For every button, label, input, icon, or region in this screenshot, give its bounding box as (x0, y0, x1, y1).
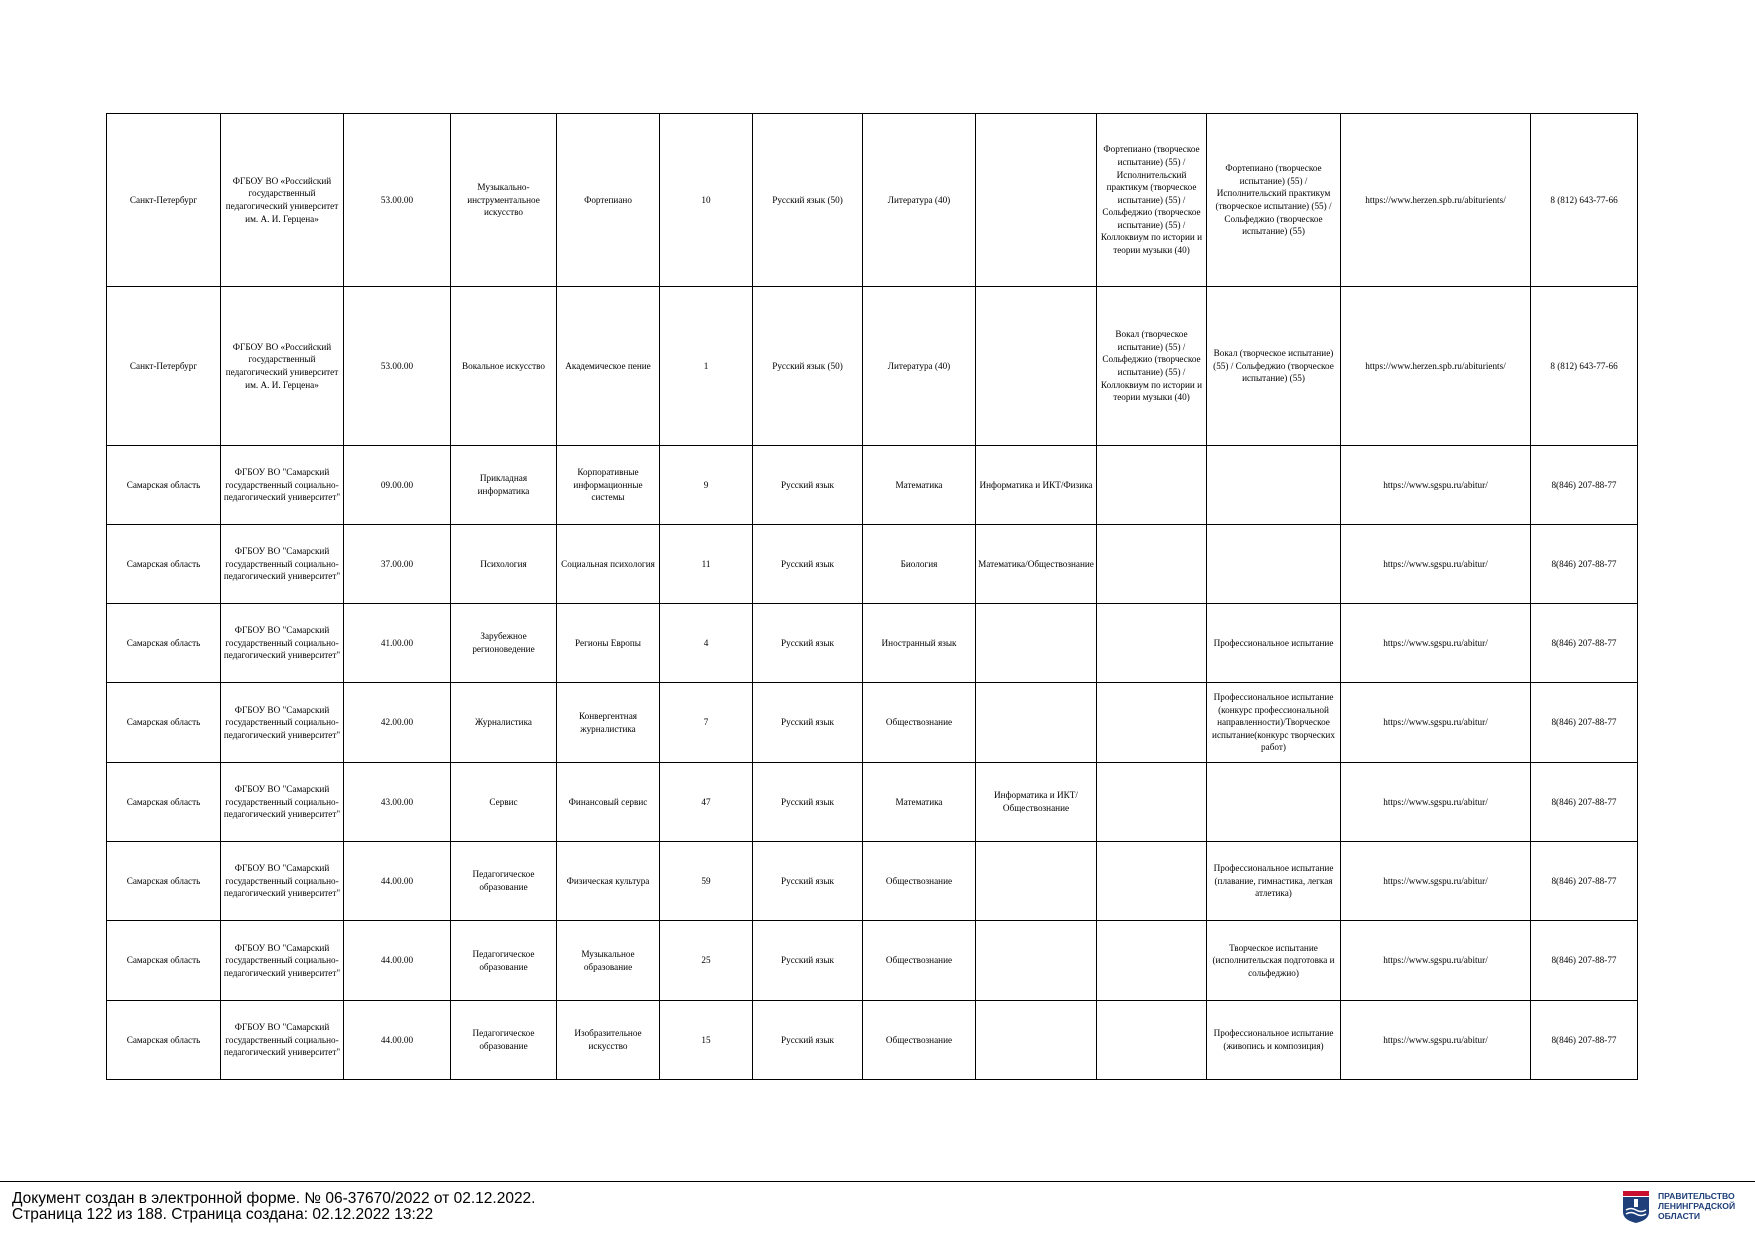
cell-exam-2: Биология (863, 525, 976, 604)
cell-profile: Социальная психология (557, 525, 660, 604)
cell-website[interactable]: https://www.sgspu.ru/abitur/ (1341, 525, 1531, 604)
cell-places: 25 (660, 921, 753, 1001)
cell-direction: Журналистика (451, 683, 557, 763)
cell-code: 44.00.00 (344, 1001, 451, 1080)
cell-university: ФГБОУ ВО «Российский государственный педагогический университет им. А. И. Герцена» (221, 114, 344, 287)
cell-places: 15 (660, 1001, 753, 1080)
cell-additional-exams: Профессиональное испытание (конкурс профессиональной направленности)/Творческое испытание(конкурс творческих работ) (1207, 683, 1341, 763)
cell-creative-exams (1097, 525, 1207, 604)
table-row (107, 921, 1638, 1001)
cell-region: Самарская область (107, 921, 221, 1001)
cell-exam-2: Обществознание (863, 683, 976, 763)
footer-page-info: Страница 122 из 188. Страница создана: 02.12.2022 13:22 (12, 1206, 434, 1223)
cell-region: Самарская область (107, 763, 221, 842)
cell-exam-1: Русский язык (753, 842, 863, 921)
cell-creative-exams (1097, 1001, 1207, 1080)
cell-direction: Сервис (451, 763, 557, 842)
cell-additional-exams: Профессиональное испытание (живопись и композиция) (1207, 1001, 1341, 1080)
cell-website[interactable]: https://www.sgspu.ru/abitur/ (1341, 1001, 1531, 1080)
cell-phone: 8(846) 207-88-77 (1531, 446, 1638, 525)
cell-direction: Педагогическое образование (451, 921, 557, 1001)
cell-exam-1: Русский язык (50) (753, 287, 863, 446)
cell-additional-exams (1207, 763, 1341, 842)
cell-direction: Педагогическое образование (451, 1001, 557, 1080)
cell-exam-2: Литература (40) (863, 287, 976, 446)
table-row (107, 525, 1638, 604)
cell-places: 47 (660, 763, 753, 842)
cell-code: 41.00.00 (344, 604, 451, 683)
cell-website[interactable]: https://www.sgspu.ru/abitur/ (1341, 604, 1531, 683)
cell-exam-2: Литература (40) (863, 114, 976, 287)
cell-creative-exams (1097, 683, 1207, 763)
cell-exam-3 (976, 683, 1097, 763)
cell-university: ФГБОУ ВО "Самарский государственный социально-педагогический университет" (221, 763, 344, 842)
cell-region: Санкт-Петербург (107, 114, 221, 287)
cell-website[interactable]: https://www.sgspu.ru/abitur/ (1341, 763, 1531, 842)
cell-region: Самарская область (107, 683, 221, 763)
cell-code: 44.00.00 (344, 842, 451, 921)
cell-profile: Физическая культура (557, 842, 660, 921)
cell-exam-1: Русский язык (50) (753, 114, 863, 287)
cell-region: Самарская область (107, 842, 221, 921)
cell-university: ФГБОУ ВО "Самарский государственный социально-педагогический университет" (221, 921, 344, 1001)
cell-creative-exams (1097, 842, 1207, 921)
cell-exam-1: Русский язык (753, 683, 863, 763)
cell-direction: Зарубежное регионоведение (451, 604, 557, 683)
cell-code: 37.00.00 (344, 525, 451, 604)
cell-exam-3 (976, 114, 1097, 287)
cell-creative-exams: Фортепиано (творческое испытание) (55) / Исполнительский практикум (творческое испытание) (55) / Сольфеджио (творческое испытание) (55) / Коллоквиум по истории и теории музыки (40) (1097, 114, 1207, 287)
cell-exam-3 (976, 287, 1097, 446)
cell-profile: Изобразительное искусство (557, 1001, 660, 1080)
cell-places: 59 (660, 842, 753, 921)
table-row (107, 287, 1638, 446)
table-row (107, 683, 1638, 763)
cell-website[interactable]: https://www.sgspu.ru/abitur/ (1341, 842, 1531, 921)
cell-phone: 8(846) 207-88-77 (1531, 604, 1638, 683)
cell-region: Самарская область (107, 446, 221, 525)
cell-region: Самарская область (107, 525, 221, 604)
cell-exam-1: Русский язык (753, 446, 863, 525)
cell-code: 09.00.00 (344, 446, 451, 525)
cell-profile: Академическое пение (557, 287, 660, 446)
table-row (107, 114, 1638, 287)
admissions-table (106, 113, 1638, 1080)
cell-direction: Педагогическое образование (451, 842, 557, 921)
cell-direction: Музыкально-инструментальное искусство (451, 114, 557, 287)
cell-creative-exams (1097, 604, 1207, 683)
cell-exam-3: Информатика и ИКТ/Обществознание (976, 763, 1097, 842)
cell-phone: 8(846) 207-88-77 (1531, 763, 1638, 842)
cell-exam-3 (976, 921, 1097, 1001)
cell-exam-1: Русский язык (753, 1001, 863, 1080)
cell-phone: 8 (812) 643-77-66 (1531, 114, 1638, 287)
cell-places: 4 (660, 604, 753, 683)
cell-phone: 8(846) 207-88-77 (1531, 842, 1638, 921)
cell-direction: Прикладная информатика (451, 446, 557, 525)
cell-phone: 8(846) 207-88-77 (1531, 921, 1638, 1001)
cell-profile: Корпоративные информационные системы (557, 446, 660, 525)
cell-exam-2: Математика (863, 446, 976, 525)
cell-profile: Финансовый сервис (557, 763, 660, 842)
cell-exam-2: Иностранный язык (863, 604, 976, 683)
cell-creative-exams (1097, 763, 1207, 842)
footer-divider (0, 1181, 1755, 1182)
cell-website[interactable]: https://www.sgspu.ru/abitur/ (1341, 921, 1531, 1001)
cell-additional-exams: Вокал (творческое испытание) (55) / Сольфеджио (творческое испытание) (55) (1207, 287, 1341, 446)
table-row (107, 763, 1638, 842)
cell-creative-exams (1097, 921, 1207, 1001)
cell-profile: Музыкальное образование (557, 921, 660, 1001)
cell-places: 1 (660, 287, 753, 446)
cell-region: Самарская область (107, 1001, 221, 1080)
cell-additional-exams (1207, 525, 1341, 604)
cell-exam-2: Математика (863, 763, 976, 842)
table-row (107, 604, 1638, 683)
cell-exam-1: Русский язык (753, 763, 863, 842)
cell-additional-exams (1207, 446, 1341, 525)
cell-direction: Психология (451, 525, 557, 604)
cell-places: 9 (660, 446, 753, 525)
cell-direction: Вокальное искусство (451, 287, 557, 446)
cell-profile: Фортепиано (557, 114, 660, 287)
cell-website[interactable]: https://www.herzen.spb.ru/abiturients/ (1341, 287, 1531, 446)
table-row (107, 842, 1638, 921)
cell-exam-3 (976, 604, 1097, 683)
cell-website[interactable]: https://www.sgspu.ru/abitur/ (1341, 683, 1531, 763)
logo-text-line: ПРАВИТЕЛЬСТВО (1658, 1191, 1735, 1201)
cell-places: 7 (660, 683, 753, 763)
cell-code: 43.00.00 (344, 763, 451, 842)
cell-additional-exams: Фортепиано (творческое испытание) (55) / Исполнительский практикум (творческое испытание) (55) / Сольфеджио (творческое испытание) (55) (1207, 114, 1341, 287)
cell-exam-1: Русский язык (753, 604, 863, 683)
cell-exam-3: Математика/Обществознание (976, 525, 1097, 604)
cell-profile: Регионы Европы (557, 604, 660, 683)
table-row (107, 1001, 1638, 1080)
cell-exam-2: Обществознание (863, 921, 976, 1001)
cell-university: ФГБОУ ВО "Самарский государственный социально-педагогический университет" (221, 525, 344, 604)
cell-exam-2: Обществознание (863, 842, 976, 921)
cell-places: 11 (660, 525, 753, 604)
cell-code: 44.00.00 (344, 921, 451, 1001)
cell-exam-1: Русский язык (753, 525, 863, 604)
cell-code: 53.00.00 (344, 287, 451, 446)
cell-phone: 8 (812) 643-77-66 (1531, 287, 1638, 446)
logo-text (1658, 1191, 1735, 1221)
cell-region: Самарская область (107, 604, 221, 683)
cell-creative-exams (1097, 446, 1207, 525)
cell-exam-3 (976, 842, 1097, 921)
logo-text-line: ЛЕНИНГРАДСКОЙ (1658, 1201, 1736, 1211)
cell-creative-exams: Вокал (творческое испытание) (55) / Сольфеджио (творческое испытание) (55) / Коллоквиум по истории и теории музыки (40) (1097, 287, 1207, 446)
cell-phone: 8(846) 207-88-77 (1531, 683, 1638, 763)
cell-exam-3 (976, 1001, 1097, 1080)
cell-exam-3: Информатика и ИКТ/Физика (976, 446, 1097, 525)
cell-university: ФГБОУ ВО "Самарский государственный социально-педагогический университет" (221, 842, 344, 921)
leningrad-region-emblem-icon (1622, 1190, 1652, 1224)
cell-places: 10 (660, 114, 753, 287)
footer-document-info: Документ создан в электронной форме. № 06-37670/2022 от 02.12.2022. (12, 1190, 536, 1207)
logo-text-line: ОБЛАСТИ (1658, 1211, 1701, 1221)
cell-additional-exams: Творческое испытание (исполнительская подготовка и сольфеджио) (1207, 921, 1341, 1001)
cell-university: ФГБОУ ВО "Самарский государственный социально-педагогический университет" (221, 446, 344, 525)
cell-university: ФГБОУ ВО "Самарский государственный социально-педагогический университет" (221, 1001, 344, 1080)
cell-university: ФГБОУ ВО "Самарский государственный социально-педагогический университет" (221, 683, 344, 763)
cell-additional-exams: Профессиональное испытание (1207, 604, 1341, 683)
cell-website[interactable]: https://www.sgspu.ru/abitur/ (1341, 446, 1531, 525)
cell-phone: 8(846) 207-88-77 (1531, 1001, 1638, 1080)
cell-exam-2: Обществознание (863, 1001, 976, 1080)
admissions-table-container (106, 113, 1638, 1080)
cell-website[interactable]: https://www.herzen.spb.ru/abiturients/ (1341, 114, 1531, 287)
cell-region: Санкт-Петербург (107, 287, 221, 446)
table-row (107, 446, 1638, 525)
cell-phone: 8(846) 207-88-77 (1531, 525, 1638, 604)
cell-university: ФГБОУ ВО "Самарский государственный социально-педагогический университет" (221, 604, 344, 683)
cell-code: 53.00.00 (344, 114, 451, 287)
cell-additional-exams: Профессиональное испытание (плавание, гимнастика, легкая атлетика) (1207, 842, 1341, 921)
government-logo (1622, 1190, 1744, 1224)
cell-university: ФГБОУ ВО «Российский государственный педагогический университет им. А. И. Герцена» (221, 287, 344, 446)
cell-exam-1: Русский язык (753, 921, 863, 1001)
cell-code: 42.00.00 (344, 683, 451, 763)
cell-profile: Конвергентная журналистика (557, 683, 660, 763)
